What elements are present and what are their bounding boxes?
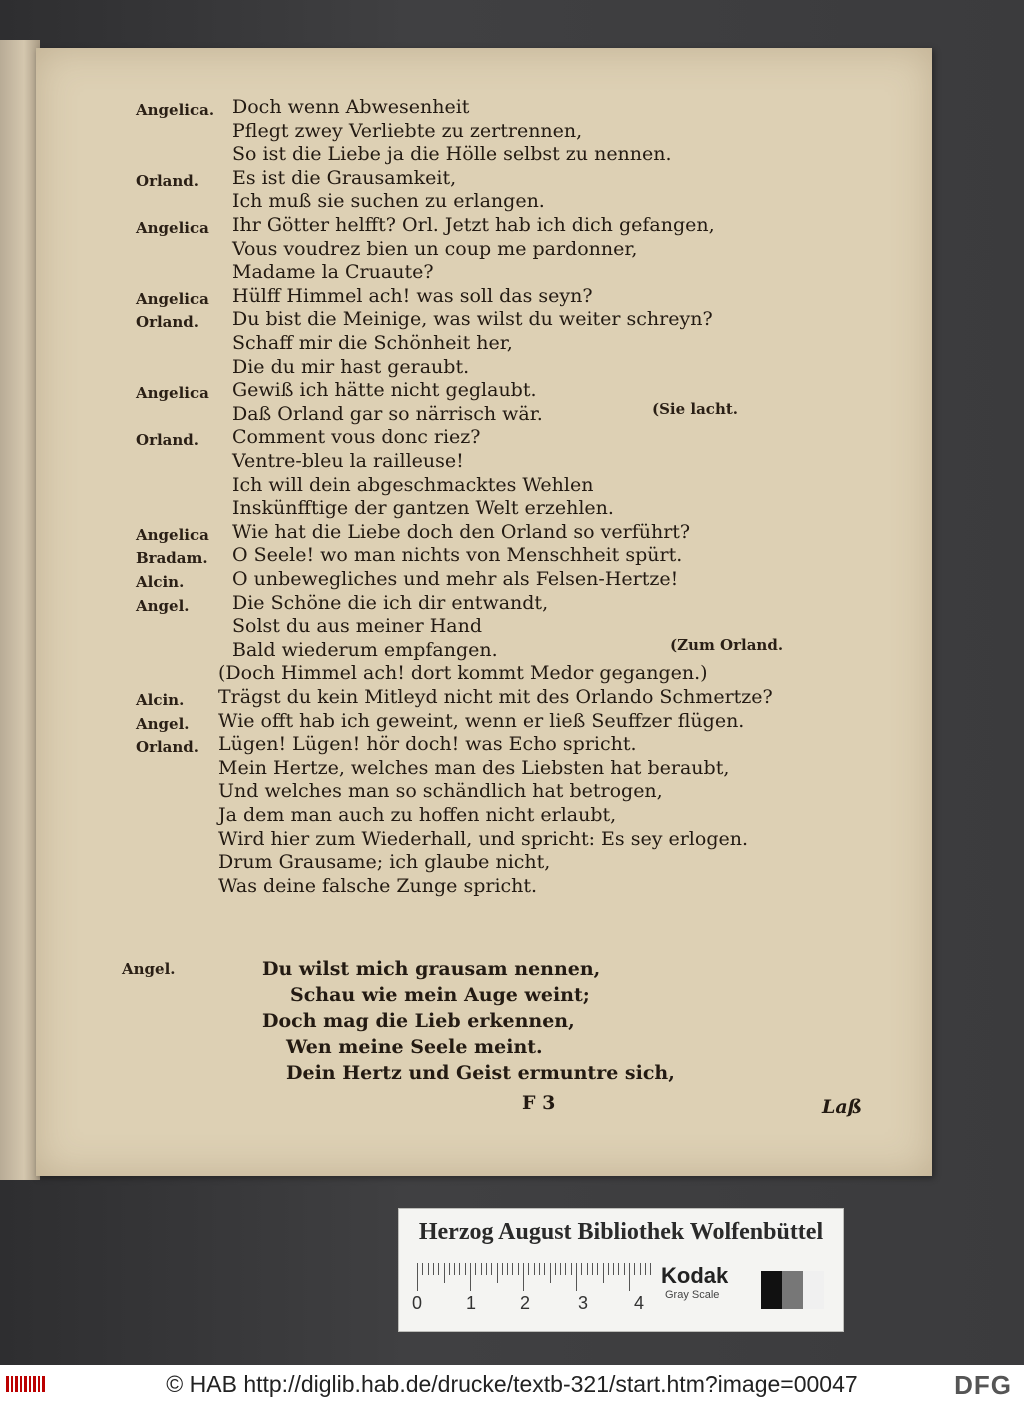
verse-line: Trägst du kein Mitleyd nicht mit des Orlando Schmertze?: [218, 686, 773, 708]
verse-line: Die du mir hast geraubt.: [232, 356, 470, 378]
aria-line: Dein Hertz und Geist ermuntre sich,: [286, 1062, 675, 1084]
ruler-tick: [539, 1263, 540, 1275]
speaker-label: Orland.: [136, 738, 200, 756]
verse-line: Vous voudrez bien un coup me pardonner,: [232, 238, 638, 260]
ruler-tick: [645, 1263, 646, 1275]
ruler-tick: [428, 1263, 429, 1275]
ruler-tick: [481, 1263, 482, 1275]
speaker-label: Orland.: [136, 431, 200, 449]
speaker-label: Angelica: [136, 219, 209, 237]
verse-line: Drum Grausame; ich glaube nicht,: [218, 851, 551, 873]
aria-line: Doch mag die Lieb erkennen,: [262, 1010, 575, 1032]
verse-line: O Seele! wo man nichts von Menschheit spürt.: [232, 544, 683, 566]
ruler-tick: [565, 1263, 566, 1275]
previous-page-edge: [0, 40, 40, 1180]
speaker-label: Alcin.: [136, 691, 185, 709]
verse-line: Es ist die Grausamkeit,: [232, 167, 457, 189]
verse-line: Ihr Götter helfft? Orl. Jetzt hab ich dich gefangen,: [232, 214, 715, 236]
catchword: Laß: [822, 1096, 863, 1118]
verse-line: Wie hat die Liebe doch den Orland so verführt?: [232, 521, 691, 543]
verse-line: Wie offt hab ich geweint, wenn er ließ Seuffzer flügen.: [218, 710, 745, 732]
aria-line: Schau wie mein Auge weint;: [290, 984, 590, 1006]
aria-line: Wen meine Seele meint.: [286, 1036, 543, 1058]
stage-direction: (Zum Orland.: [670, 636, 784, 654]
speaker-label: Angelica: [136, 384, 209, 402]
ruler-tick: [560, 1263, 561, 1275]
ruler-tick: [571, 1263, 572, 1275]
footer-citation: © HAB http://diglib.hab.de/drucke/textb-321/start.htm?image=00047: [166, 1371, 858, 1397]
speaker-label: Angelica.: [136, 101, 215, 119]
ruler-tick: [438, 1263, 439, 1275]
ruler-tick: [449, 1263, 450, 1275]
ruler-tick: [550, 1263, 551, 1283]
ruler-tick: [629, 1263, 630, 1291]
ruler-tick: [465, 1263, 466, 1275]
ruler-tick: [433, 1263, 434, 1275]
ruler-tick: [459, 1263, 460, 1275]
ruler-tick: [444, 1263, 445, 1283]
ruler-tick: [608, 1263, 609, 1275]
ruler-tick: [417, 1263, 418, 1291]
ruler-tick: [650, 1263, 651, 1275]
verse-line: (Doch Himmel ach! dort kommt Medor gegangen.): [218, 662, 708, 684]
label-title: Herzog August Bibliothek Wolfenbüttel: [418, 1219, 824, 1245]
ruler-tick: [576, 1263, 577, 1291]
verse-line: Ich will dein abgeschmacktes Wehlen: [232, 474, 594, 496]
speaker-label: Alcin.: [136, 573, 185, 591]
verse-line: Und welches man so schändlich hat betrogen,: [218, 780, 663, 802]
ruler-tick: [528, 1263, 529, 1275]
verse-line: Was deine falsche Zunge spricht.: [218, 875, 538, 897]
speaker-label: Bradam.: [136, 549, 208, 567]
ruler-tick: [634, 1263, 635, 1275]
verse-line: Lügen! Lügen! hör doch! was Echo spricht.: [218, 733, 637, 755]
ruler-tick: [544, 1263, 545, 1275]
gray-patch: [803, 1271, 824, 1309]
verse-line: Hülff Himmel ach! was soll das seyn?: [232, 285, 593, 307]
ruler-tick: [470, 1263, 471, 1291]
book-page: [36, 48, 932, 1176]
ruler-tick: [613, 1263, 614, 1275]
page-signature: F 3: [522, 1092, 556, 1114]
verse-line: Comment vous donc riez?: [232, 426, 481, 448]
verse-line: Madame la Cruaute?: [232, 261, 434, 283]
ruler-tick: [534, 1263, 535, 1275]
footer-bar: [0, 1365, 1024, 1403]
ruler-tick: [597, 1263, 598, 1275]
ruler-tick: [486, 1263, 487, 1275]
gray-patch: [782, 1271, 803, 1309]
speaker-label: Angel.: [136, 597, 190, 615]
gray-patch: [761, 1271, 782, 1309]
ruler-tick: [491, 1263, 492, 1275]
ruler-tick: [422, 1263, 423, 1275]
ruler-tick: [454, 1263, 455, 1275]
aria-speaker: Angel.: [122, 960, 176, 978]
verse-line: So ist die Liebe ja die Hölle selbst zu nennen.: [232, 143, 672, 165]
ruler-tick: [587, 1263, 588, 1275]
ruler-tick: [618, 1263, 619, 1275]
ruler-number: 0: [411, 1293, 423, 1313]
verse-line: Ich muß sie suchen zu erlangen.: [232, 190, 545, 212]
ruler-number: 2: [519, 1293, 531, 1313]
ruler-tick: [475, 1263, 476, 1275]
verse-line: Solst du aus meiner Hand: [232, 615, 482, 637]
verse-line: Gewiß ich hätte nicht geglaubt.: [232, 379, 537, 401]
ruler-tick: [581, 1263, 582, 1275]
ruler-number: 3: [577, 1293, 589, 1313]
ruler-tick: [507, 1263, 508, 1275]
verse-line: Schaff mir die Schönheit her,: [232, 332, 513, 354]
stage-direction: (Sie lacht.: [652, 400, 739, 418]
ruler-number: 4: [633, 1293, 645, 1313]
ruler-tick: [523, 1263, 524, 1291]
library-label: [398, 1208, 844, 1332]
kodak-logo: Kodak: [661, 1263, 729, 1288]
verse-line: Wird hier zum Wiederhall, und spricht: Es sey erlogen.: [218, 828, 748, 850]
speaker-label: Angelica: [136, 290, 209, 308]
verse-line: Inskünfftige der gantzen Welt erzehlen.: [232, 497, 614, 519]
verse-line: Doch wenn Abwesenheit: [232, 96, 470, 118]
ruler-tick: [640, 1263, 641, 1275]
ruler-tick: [603, 1263, 604, 1283]
ruler-tick: [497, 1263, 498, 1283]
verse-line: Bald wiederum empfangen.: [232, 639, 498, 661]
verse-line: Mein Hertze, welches man des Liebsten hat beraubt,: [218, 757, 730, 779]
gray-scale-patches: [761, 1271, 825, 1309]
ruler-number: 1: [465, 1293, 477, 1313]
ruler-tick: [624, 1263, 625, 1275]
verse-line: Pflegt zwey Verliebte zu zertrennen,: [232, 120, 583, 142]
verse-line: Ventre-bleu la railleuse!: [232, 450, 464, 472]
ruler-tick: [592, 1263, 593, 1275]
aria-line: Du wilst mich grausam nennen,: [262, 958, 601, 980]
speaker-label: Angelica: [136, 526, 209, 544]
ruler-tick: [502, 1263, 503, 1275]
verse-line: O unbewegliches und mehr als Felsen-Hertze!: [232, 568, 679, 590]
verse-line: Du bist die Meinige, was wilst du weiter schreyn?: [232, 308, 713, 330]
ruler-tick: [555, 1263, 556, 1275]
speaker-label: Orland.: [136, 172, 200, 190]
speaker-label: Orland.: [136, 313, 200, 331]
ruler-tick: [512, 1263, 513, 1275]
dfg-logo: DFG: [954, 1370, 1012, 1400]
verse-line: Daß Orland gar so närrisch wär.: [232, 403, 543, 425]
gray-scale-text: Gray Scale: [665, 1289, 720, 1301]
speaker-label: Angel.: [136, 715, 190, 733]
verse-line: Ja dem man auch zu hoffen nicht erlaubt,: [218, 804, 617, 826]
ruler-tick: [518, 1263, 519, 1275]
verse-line: Die Schöne die ich dir entwandt,: [232, 592, 549, 614]
scale-ruler: [411, 1263, 651, 1293]
